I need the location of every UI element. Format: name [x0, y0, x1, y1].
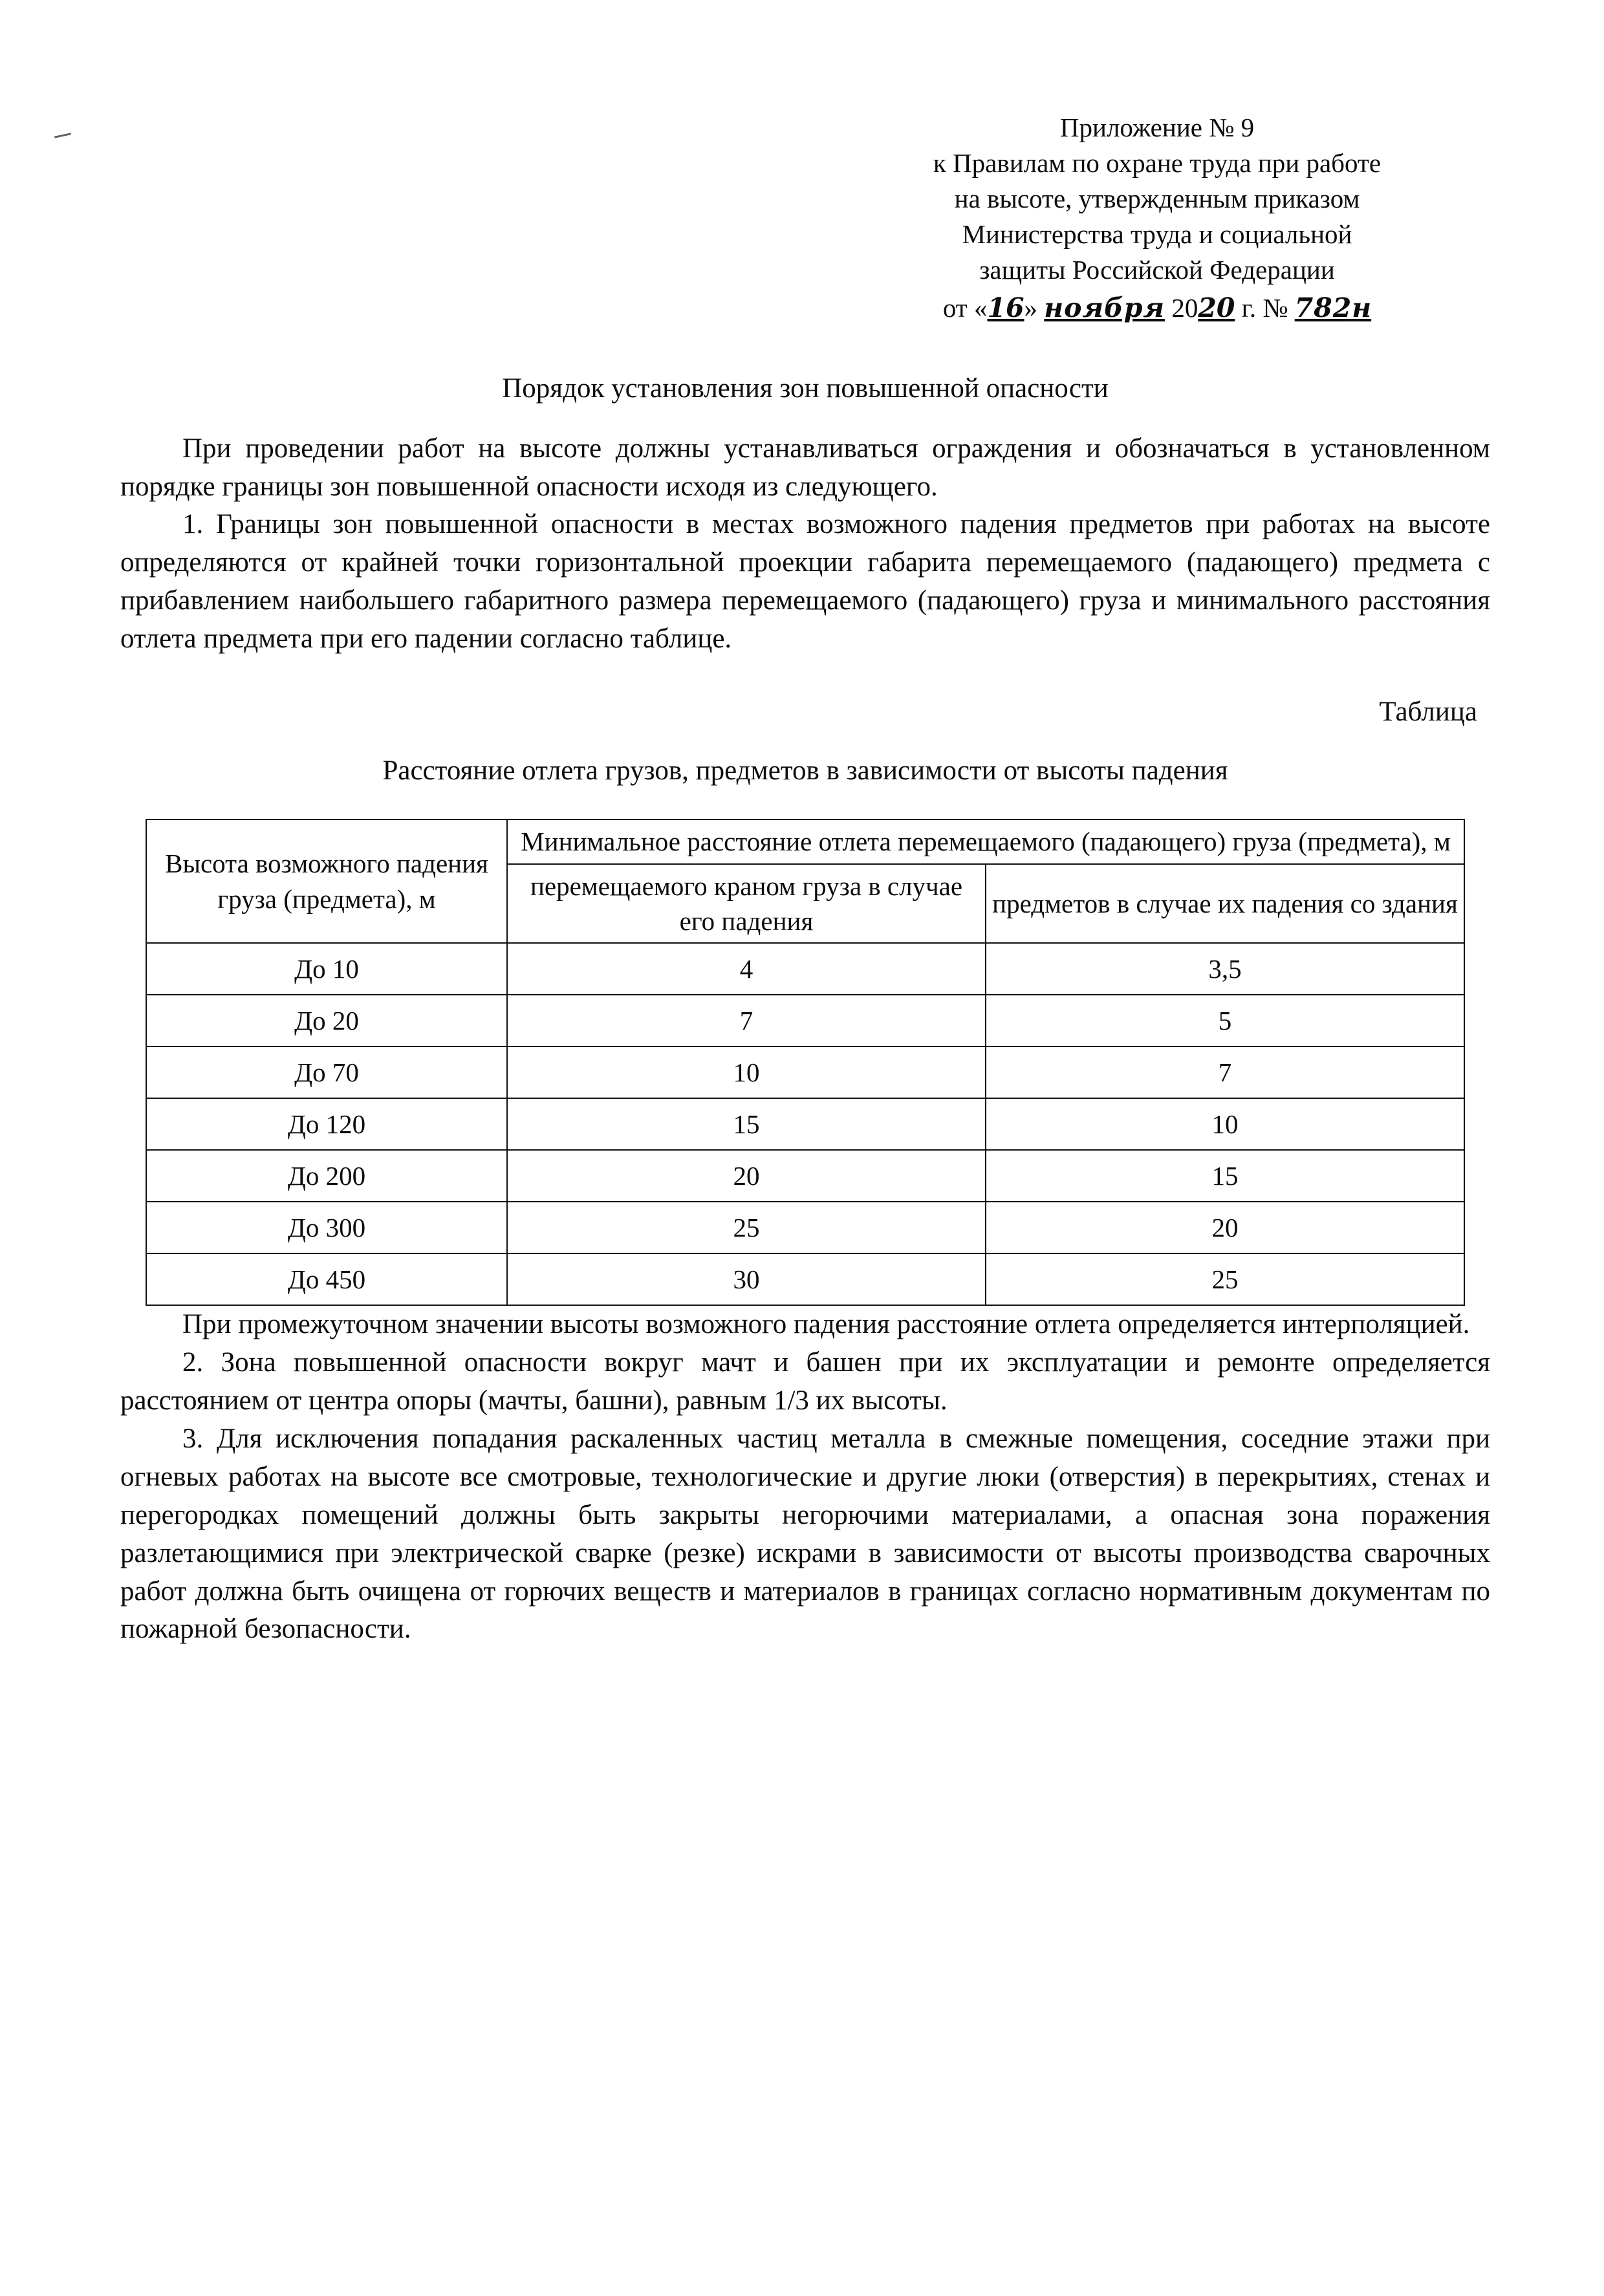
page-title: Порядок установления зон повышенной опасности [502, 373, 1109, 404]
order-month-handwritten: ноября [1044, 292, 1165, 323]
table-row [146, 1253, 1464, 1305]
appendix-line-2: к Правилам по охране труда при работе [933, 147, 1382, 178]
table-header-crane-load: перемещаемого краном груза в случае его падения [507, 864, 986, 943]
table-header-height: Высота возможного падения груза (предмета), м [146, 819, 507, 943]
distance-table [146, 819, 1465, 1306]
cell-crane: 30 [507, 1253, 986, 1305]
appendix-line-1: Приложение № 9 [1059, 113, 1255, 142]
cell-height: До 70 [146, 1046, 507, 1098]
appendix-line-3: на высоте, утвержденным приказом [954, 183, 1360, 213]
order-date-line [824, 290, 1490, 326]
table-row [146, 1202, 1464, 1253]
table-head [146, 819, 1464, 943]
paragraph-clause-2: 2. Зона повышенной опасности вокруг мачт и башен при их эксплуатации и ремонте определяется расстоянием от центра опоры (мачты, башни), равным 1/3 их высоты. [120, 1347, 1490, 1416]
document-content [120, 110, 1490, 1649]
order-day-handwritten: 16 [987, 292, 1024, 323]
cell-building: 7 [986, 1046, 1464, 1098]
cell-building: 25 [986, 1253, 1464, 1305]
order-number-handwritten: 782 [1294, 292, 1352, 323]
order-year-tail: г. № [1241, 292, 1288, 323]
stray-pen-mark [54, 133, 71, 138]
table-header-row-1 [146, 819, 1464, 864]
paragraph-clause-1: 1. Границы зон повышенной опасности в местах возможного падения предметов при работах на высоте определяются от крайней точки горизонтальной проекции габарита перемещаемого (падающего) предмета с прибавлением наибольшего габаритного размера перемещаемого (падающего) груза и минимального расстояния отлета предмета при его падении согласно таблице. [120, 509, 1490, 655]
table-row [146, 1046, 1464, 1098]
order-prefix: от « [942, 292, 988, 323]
cell-height: До 10 [146, 943, 507, 995]
cell-building: 20 [986, 1202, 1464, 1253]
cell-building: 15 [986, 1150, 1464, 1202]
table-row [146, 943, 1464, 995]
cell-crane: 4 [507, 943, 986, 995]
table-row [146, 1098, 1464, 1150]
cell-height: До 300 [146, 1202, 507, 1253]
order-year-handwritten: 20 [1198, 292, 1235, 323]
paragraph-clause-3: 3. Для исключения попадания раскаленных частиц металла в смежные помещения, соседние этажи при огневых работах на высоте все смотровые, технологические и другие люки (отверстия) в перекрытиях, стенах и перегородках помещений должны быть закрыты негорючими материалами, а опасная зона поражения разлетающимися при электрической сварке (резке) искрами в зависимости от высоты производства сварочных работ должна быть очищена от горючих веществ и материалов в границах согласно нормативным документам по пожарной безопасности. [120, 1423, 1490, 1645]
cell-building: 10 [986, 1098, 1464, 1150]
cell-building: 3,5 [986, 943, 1464, 995]
paragraph-intro: При проведении работ на высоте должны устанавливаться ограждения и обозначаться в установленном порядке границы зон повышенной опасности исходя из следующего. [120, 433, 1490, 502]
table-header-distance: Минимальное расстояние отлета перемещаемого (падающего) груза (предмета), м [507, 819, 1464, 864]
cell-crane: 10 [507, 1046, 986, 1098]
order-number-letter-handwritten: н [1352, 292, 1372, 323]
table-caption: Расстояние отлета грузов, предметов в зависимости от высоты падения [382, 755, 1228, 786]
cell-height: До 20 [146, 995, 507, 1046]
cell-crane: 15 [507, 1098, 986, 1150]
appendix-reference-block [824, 110, 1490, 326]
table-header-building-objects: предметов в случае их падения со здания [986, 864, 1464, 943]
table-row [146, 995, 1464, 1046]
cell-crane: 25 [507, 1202, 986, 1253]
table-label: Таблица [1379, 697, 1477, 728]
table-body [146, 943, 1464, 1305]
cell-height: До 200 [146, 1150, 507, 1202]
cell-building: 5 [986, 995, 1464, 1046]
appendix-line-5: защиты Российской Федерации [979, 254, 1335, 285]
order-year-prefix: 20 [1171, 292, 1198, 323]
cell-height: До 120 [146, 1098, 507, 1150]
table-row [146, 1150, 1464, 1202]
paragraph-interpolation: При промежуточном значении высоты возможного падения расстояние отлета определяется интерполяцией. [182, 1309, 1470, 1340]
cell-crane: 7 [507, 995, 986, 1046]
cell-height: До 450 [146, 1253, 507, 1305]
order-quote-close: » [1024, 292, 1038, 323]
cell-crane: 20 [507, 1150, 986, 1202]
appendix-line-4: Министерства труда и социальной [962, 219, 1352, 249]
